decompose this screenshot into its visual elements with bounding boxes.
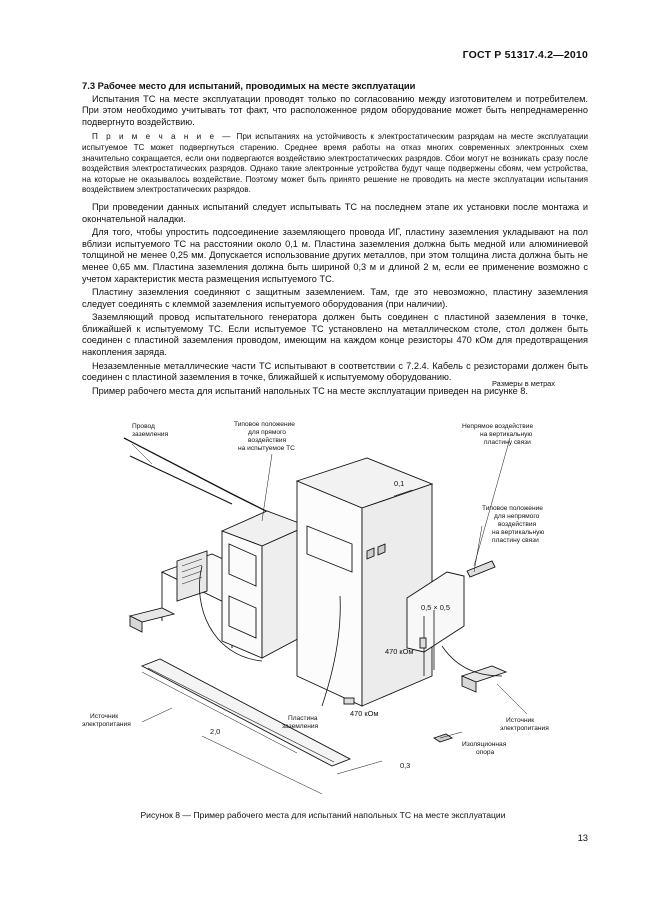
paragraph-6: Незаземленные металлические части ТС испытывают в соответствии с 7.2.4. Кабель с резисторами должен быть соединен с пластиной заземления в точке, ближайшей к испытуемому оборудованию. <box>82 360 588 383</box>
label-typical-direct-2: для прямого <box>248 429 286 436</box>
label-typical-indirect-3: воздействия <box>498 521 537 528</box>
label-plate-2: заземления <box>282 723 319 730</box>
label-indirect-vcp-1: Непрямое воздействие <box>462 423 534 430</box>
label-power-right-1: Источник <box>506 717 535 724</box>
label-dim-0-3: 0,3 <box>400 761 411 770</box>
label-ground-wire-2: заземления <box>132 431 169 438</box>
label-dim-2-0: 2,0 <box>210 727 221 736</box>
label-typical-direct-4: на испытуемое ТС <box>238 445 295 452</box>
label-vcp-size: 0,5 × 0,5 <box>421 603 450 612</box>
label-typical-indirect-5: пластину связи <box>492 537 539 544</box>
standard-header: ГОСТ Р 51317.4.2—2010 <box>462 49 588 61</box>
paragraph-7: Пример рабочего места для испытаний напольных ТС на месте эксплуатации приведен на рисунке 8. <box>92 385 528 396</box>
label-470-right: 470 кОм <box>385 647 414 656</box>
page-number: 13 <box>577 832 588 843</box>
paragraph-2: При проведении данных испытаний следует испытывать ТС на последнем этапе их установки после монтажа и окончательной наладки. <box>82 201 588 224</box>
label-insul-2: опора <box>476 749 495 756</box>
label-insul-1: Изоляционная <box>462 741 507 748</box>
resistor-bottom <box>344 698 354 704</box>
label-typical-indirect-2: для непрямого <box>494 513 540 520</box>
label-indirect-vcp-2: на вертикальную <box>480 431 533 438</box>
label-plate-1: Пластина <box>288 715 318 722</box>
label-power-left-2: электропитания <box>82 721 131 728</box>
paragraph-3: Для того, чтобы упростить подсоединение заземляющего провода ИГ, пластину заземления укладывают на пол вблизи испытуемого ТС на расстоянии около 0,1 м. Пластина заземления должна быть медной или алюминиевой толщиной не менее 0,25 мм. Допускается использование других металлов, при этом толщина листа должна быть не менее 0,65 мм. Пластина заземления должна быть шириной 0,3 м и длиной 2 м, если ее применение возможно с учетом характеристик места размещения испытуемого ТС. <box>82 227 588 284</box>
figure-caption: Рисунок 8 — Пример рабочего места для испытаний напольных ТС на месте эксплуатации <box>140 810 506 820</box>
label-power-left-1: Источник <box>90 713 119 720</box>
label-ground-wire-1: Провод <box>132 423 155 430</box>
label-indirect-vcp-3: пластину связи <box>484 439 531 446</box>
paragraph-1: Испытания ТС на месте эксплуатации проводят только по согласованию между изготовителем и потребителем. При этом необходимо учитывать тот факт, что расположенное рядом оборудование может быть непреднамеренно подвергнуто воздействию. <box>82 93 588 127</box>
note-label: П р и м е ч а н и е — <box>92 132 233 142</box>
small-device <box>177 551 207 601</box>
ground-wire-line <box>130 456 232 504</box>
section-title: 7.3 Рабочее место для испытаний, проводимых на месте эксплуатации <box>82 80 416 91</box>
label-power-right-2: электропитания <box>500 725 549 732</box>
esd-gun-right <box>467 561 495 577</box>
paragraph-5: Заземляющий провод испытательного генератора должен быть соединен с пластиной заземления в точке, ближайшей к испытуемому ТС. Если испытуемое ТС установлено на металлическом столе, стол должен быть соединен с пластиной заземления проводом, имеющим на каждом конце резисторы 470 кОм для предотвращения накопления заряда. <box>82 312 588 358</box>
resistor-right <box>420 638 426 648</box>
label-typical-indirect-4: на вертикальную <box>492 529 545 536</box>
label-typical-direct-3: воздействия <box>248 437 287 444</box>
figure-drawing <box>82 376 596 796</box>
note <box>82 132 588 196</box>
label-470-bottom: 470 кОм <box>350 709 379 718</box>
dimensions-note: Размеры в метрах <box>492 379 555 388</box>
label-typical-indirect-1: Типовое положение <box>482 505 543 512</box>
paragraph-4: Пластину заземления соединяют с защитным заземлением. Там, где это невозможно, пластину заземления следует соединять с клеммой заземления испытуемого оборудования (при наличии). <box>82 287 588 309</box>
label-typical-direct-1: Типовое положение <box>234 421 295 428</box>
label-dim-0-1: 0,1 <box>394 479 405 488</box>
insulating-support <box>434 734 452 742</box>
figure-8 <box>82 376 596 796</box>
section-body <box>82 80 588 399</box>
floor-eut <box>297 481 362 706</box>
note-text: При испытаниях на устойчивость к электростатическим разрядам на месте эксплуатации испытуемое ТС может подвергнуться старению. Среднее время работы на отказ многих современных электронных схем значительно сокращается, если они подвергаются воздействию электростатических разрядов. Сбои могут не возникать сразу после воздействия электростатических разрядов. Однако такие электронные устройства будут чаще подвержены сбоям, чем устройства, на которые не оказывалось воздействие. Поэтому может быть принято решение не проводить на месте эксплуатации испытания воздействием электростатических разрядов. <box>82 132 588 195</box>
